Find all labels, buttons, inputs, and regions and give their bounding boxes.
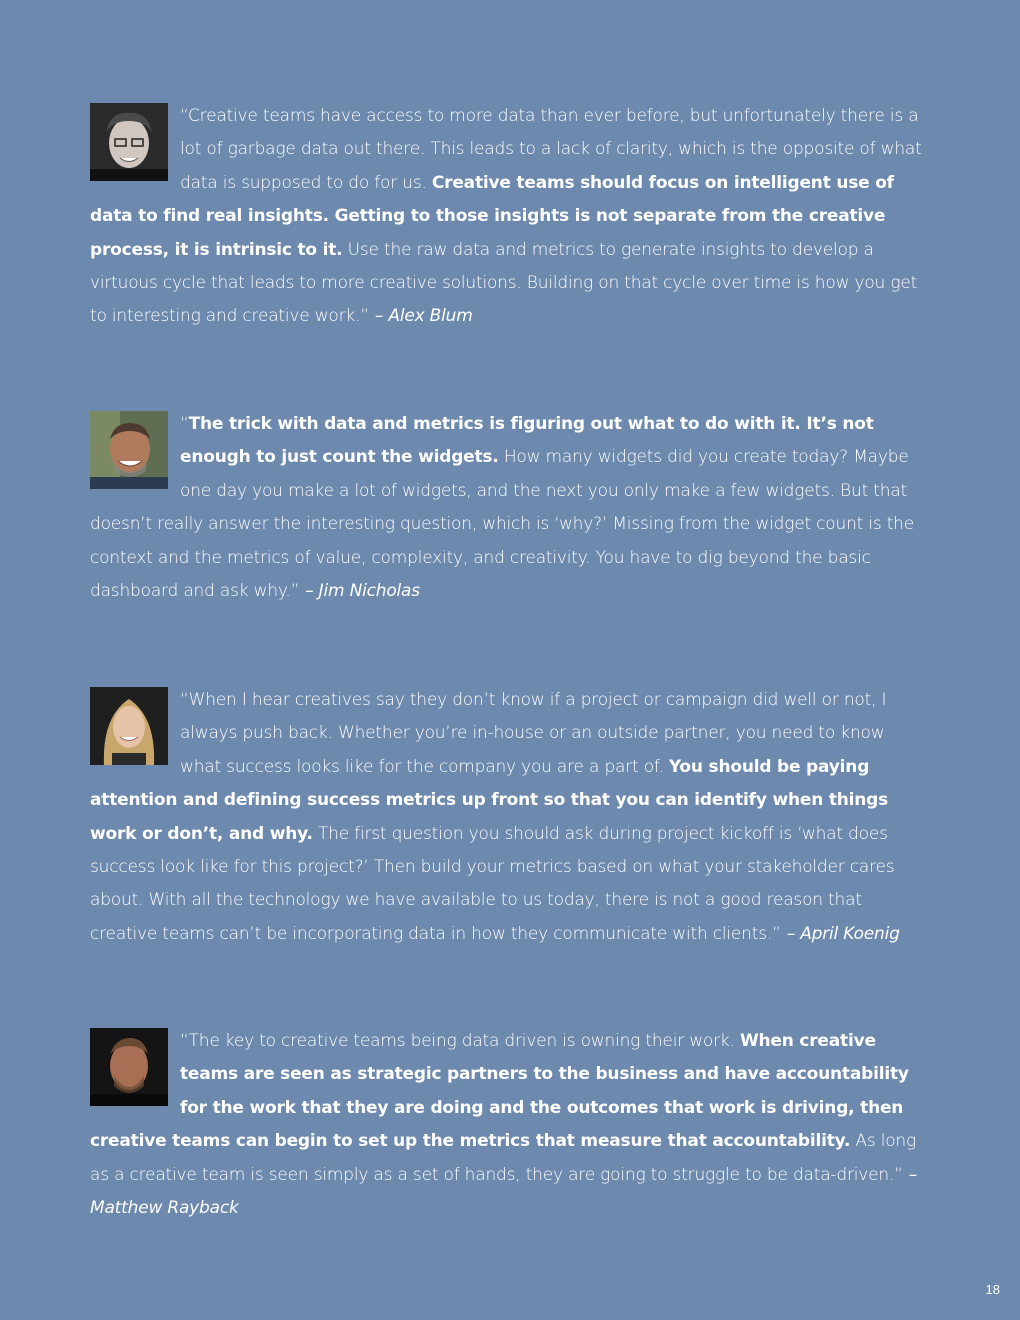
quote-intro: “When I hear creatives say they don’t know if a project or campaign did well or not, I always push back. Whether you’re in-house or an outside partner, you need to know what success looks like for the company you are a part of. [180,690,887,777]
quote-text [90,1025,926,1225]
quote-intro: “The key to creative teams being data driven is owning their work. [180,1031,740,1051]
quote-author: – Matthew Rayback [90,1164,918,1219]
quote-rest: As long as a creative team is seen simply as a set of hands, they are going to struggle to be data-driven.” [90,1131,917,1185]
avatar-jim-nicholas [90,411,168,489]
quote-block-matthew-rayback [90,1025,926,1225]
quote-text [90,684,926,951]
portrait-image [90,687,168,765]
quote-block-april-koenig [90,684,926,951]
quote-text [90,100,926,334]
quote-intro: “ [180,414,189,434]
portrait-image [90,103,168,181]
quote-highlight: You should be paying attention and defining success metrics up front so that you can identify when things work or don’t, and why. [90,756,889,844]
quote-highlight: When creative teams are seen as strategic partners to the business and have accountability for the work that they are doing and the outcomes that work is driving, then creative teams can begin to set up the metrics that measure that accountability. [90,1031,909,1152]
avatar-matthew-rayback [90,1028,168,1106]
quote-highlight: The trick with data and metrics is figuring out what to do with it. It’s not enough to just count the widgets. [180,414,874,468]
quote-author: – Alex Blum [374,306,473,327]
portrait-image [90,1028,168,1106]
quote-author: – April Koenig [786,923,900,944]
quote-rest: The first question you should ask during project kickoff is ‘what does success look like for this project?’ Then build your metrics based on what your stakeholder cares about. With all the technology we have available to us today, there is not a good reason that creative teams can’t be incorporating data in how they communicate with clients.” [90,823,895,944]
quote-highlight: Creative teams should focus on intelligent use of data to find real insights. Getting to those insights is not separate from the creative process, it is intrinsic to it. [90,172,894,260]
quote-text [90,408,926,608]
avatar-alex-blum [90,103,168,181]
page-number: 18 [985,1282,1000,1297]
quote-intro: “Creative teams have access to more data than ever before, but unfortunately there is a lot of garbage data out there. This leads to a lack of clarity, which is the opposite of what data is supposed to do for us. [180,106,922,193]
avatar-april-koenig [90,687,168,765]
quote-rest: How many widgets did you create today? Maybe one day you make a lot of widgets, and the next you only make a few widgets. But that doesn’t really answer the interesting question, which is ‘why?’ Missing from the widget count is the context and the metrics of value, complexity, and creativity. You have to dig beyond the basic dashboard and ask why.” [90,447,914,602]
quote-author: – Jim Nicholas [305,581,420,602]
portrait-image [90,411,168,489]
quote-block-alex-blum [90,100,926,334]
quote-block-jim-nicholas [90,408,926,608]
quote-rest: Use the raw data and metrics to generate insights to develop a virtuous cycle that leads to more creative solutions. Building on that cycle over time is how you get to interesting and creative work.” [90,239,918,327]
